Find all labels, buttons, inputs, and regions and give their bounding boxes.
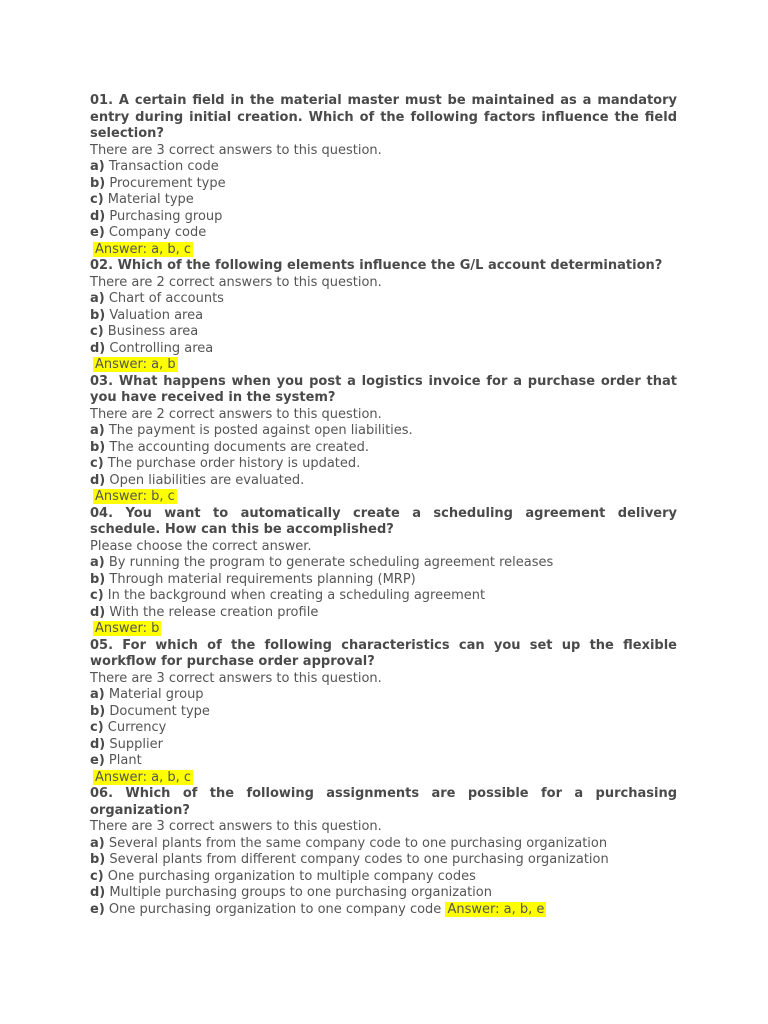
option-c: c) The purchase order history is updated. <box>90 456 361 471</box>
question-text: 05. For which of the following characteristics can you set up the flexible workflow for purchase order approval? <box>90 637 677 669</box>
option-a: a) Material group <box>90 687 204 702</box>
question-block-03 <box>90 374 677 506</box>
question-text: 06. Which of the following assignments are possible for a purchasing organization? <box>90 786 677 818</box>
answer-highlight: Answer: a, b, e <box>447 901 545 917</box>
question-instruction: There are 3 correct answers to this question. <box>90 142 382 158</box>
question-text: 01. A certain field in the material master must be maintained as a mandatory entry during initial creation. Which of the following factors influence the field selection? <box>90 93 677 141</box>
document-page <box>90 93 677 918</box>
answer-line <box>90 621 677 638</box>
option-b: b) Through material requirements planning (MRP) <box>90 571 416 587</box>
answer-highlight: Answer: a, b, c <box>95 241 192 257</box>
option-b: b) The accounting documents are created. <box>90 439 370 455</box>
option-c: c) In the background when creating a scheduling agreement <box>90 588 486 603</box>
option-a: a) By running the program to generate scheduling agreement releases <box>90 555 554 570</box>
answer-highlight: Answer: a, b, c <box>95 769 192 785</box>
question-instruction: Please choose the correct answer. <box>90 538 312 554</box>
option-a: a) Several plants from the same company code to one purchasing organization <box>90 835 608 851</box>
question-block-01 <box>90 93 677 258</box>
question-instruction: There are 3 correct answers to this question. <box>90 670 382 686</box>
question-instruction: There are 2 correct answers to this question. <box>90 274 382 290</box>
option-c: c) Business area <box>90 324 199 339</box>
answer-highlight: Answer: a, b <box>95 357 176 372</box>
option-b: b) Valuation area <box>90 307 204 323</box>
option-b: b) Several plants from different company codes to one purchasing organization <box>90 852 609 867</box>
option-c: c) Currency <box>90 720 167 735</box>
question-text: 02. Which of the following elements influence the G/L account determination? <box>90 258 663 273</box>
question-instruction: There are 3 correct answers to this question. <box>90 819 382 834</box>
option-d: d) With the release creation profile <box>90 604 319 620</box>
option-b: b) Document type <box>90 703 210 719</box>
answer-line <box>90 489 677 506</box>
question-block-06 <box>90 786 677 918</box>
answer-line <box>90 770 677 787</box>
option-b: b) Procurement type <box>90 175 226 191</box>
option-c: c) Material type <box>90 192 194 207</box>
question-block-05 <box>90 638 677 787</box>
option-a: a) Chart of accounts <box>90 291 224 306</box>
option-d: d) Controlling area <box>90 340 214 356</box>
option-a: a) The payment is posted against open liabilities. <box>90 423 413 438</box>
option-e: e) Plant <box>90 753 142 768</box>
option-d: d) Multiple purchasing groups to one purchasing organization <box>90 885 492 900</box>
answer-line <box>90 357 677 374</box>
option-d: d) Purchasing group <box>90 208 223 224</box>
option-e: e) One purchasing organization to one company code Answer: a, b, e <box>90 901 545 917</box>
question-text: 03. What happens when you post a logistics invoice for a purchase order that you have received in the system? <box>90 373 677 405</box>
question-block-02 <box>90 258 677 374</box>
option-c: c) One purchasing organization to multiple company codes <box>90 868 476 884</box>
option-d: d) Supplier <box>90 736 163 752</box>
answer-highlight: Answer: b <box>95 621 160 636</box>
option-d: d) Open liabilities are evaluated. <box>90 472 305 488</box>
question-instruction: There are 2 correct answers to this question. <box>90 406 382 422</box>
option-e: e) Company code <box>90 225 207 240</box>
answer-highlight: Answer: b, c <box>95 489 175 504</box>
option-a: a) Transaction code <box>90 159 219 174</box>
question-text: 04. You want to automatically create a scheduling agreement delivery schedule. How can this be accomplished? <box>90 505 677 537</box>
answer-line <box>90 242 677 259</box>
question-block-04 <box>90 506 677 638</box>
